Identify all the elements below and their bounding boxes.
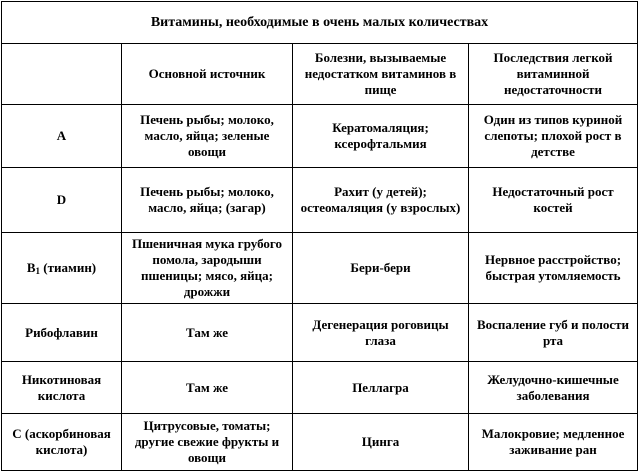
- header-cell-effect: Последствия легкой витаминной недостаточности: [469, 44, 638, 105]
- header-cell-vitamin: [2, 44, 122, 105]
- vitamin-name-rest: (тиамин): [40, 260, 97, 275]
- vitamin-name-letter: B: [26, 260, 36, 275]
- header-cell-source: Основной источник: [122, 44, 293, 105]
- effect-cell: Желудочно-кишечные заболевания: [469, 362, 638, 414]
- disease-cell: Бери-бери: [293, 233, 469, 304]
- source-cell: Там же: [122, 362, 293, 414]
- effect-cell: Малокровие; медленное заживание ран: [469, 414, 638, 471]
- table-row-vitamin-a: [2, 105, 638, 168]
- table-title: Витамины, необходимые в очень малых количествах: [2, 2, 638, 44]
- disease-cell: Пеллагра: [293, 362, 469, 414]
- vitamin-name-cell: A: [2, 105, 122, 168]
- disease-cell: Кератомаляция; ксерофтальмия: [293, 105, 469, 168]
- table-row-riboflavin: [2, 304, 638, 362]
- disease-cell: Рахит (у детей); остеомаляция (у взрослых): [293, 168, 469, 233]
- table-row-vitamin-c: [2, 414, 638, 471]
- header-row: [2, 44, 638, 105]
- source-cell: Пшеничная мука грубого помола, зародыши пшеницы; мясо, яйца; дрожжи: [122, 233, 293, 304]
- table-row-vitamin-b1: [2, 233, 638, 304]
- vitamin-name-cell: Никотиновая кислота: [2, 362, 122, 414]
- table-row-nicotinic-acid: [2, 362, 638, 414]
- source-cell: Печень рыбы; молоко, масло, яйца; (загар): [122, 168, 293, 233]
- effect-cell: Недостаточный рост костей: [469, 168, 638, 233]
- vitamin-name-cell: С (аскорбиновая кислота): [2, 414, 122, 471]
- vitamin-name-cell: D: [2, 168, 122, 233]
- source-cell: Печень рыбы; молоко, масло, яйца; зеленые овощи: [122, 105, 293, 168]
- vitamin-name-cell: [2, 233, 122, 304]
- vitamin-name-cell: Рибофлавин: [2, 304, 122, 362]
- effect-cell: Воспаление губ и полости рта: [469, 304, 638, 362]
- table-row-vitamin-d: [2, 168, 638, 233]
- title-row: [2, 2, 638, 44]
- disease-cell: Дегенерация роговицы глаза: [293, 304, 469, 362]
- source-cell: Там же: [122, 304, 293, 362]
- header-cell-disease: Болезни, вызываемые недостатком витаминов в пище: [293, 44, 469, 105]
- vitamin-name-subscript: 1: [35, 266, 41, 276]
- effect-cell: Нервное расстройство; быстрая утомляемость: [469, 233, 638, 304]
- source-cell: Цитрусовые, томаты; другие свежие фрукты и овощи: [122, 414, 293, 471]
- effect-cell: Один из типов куриной слепоты; плохой рост в детстве: [469, 105, 638, 168]
- vitamins-table: [1, 1, 638, 471]
- disease-cell: Цинга: [293, 414, 469, 471]
